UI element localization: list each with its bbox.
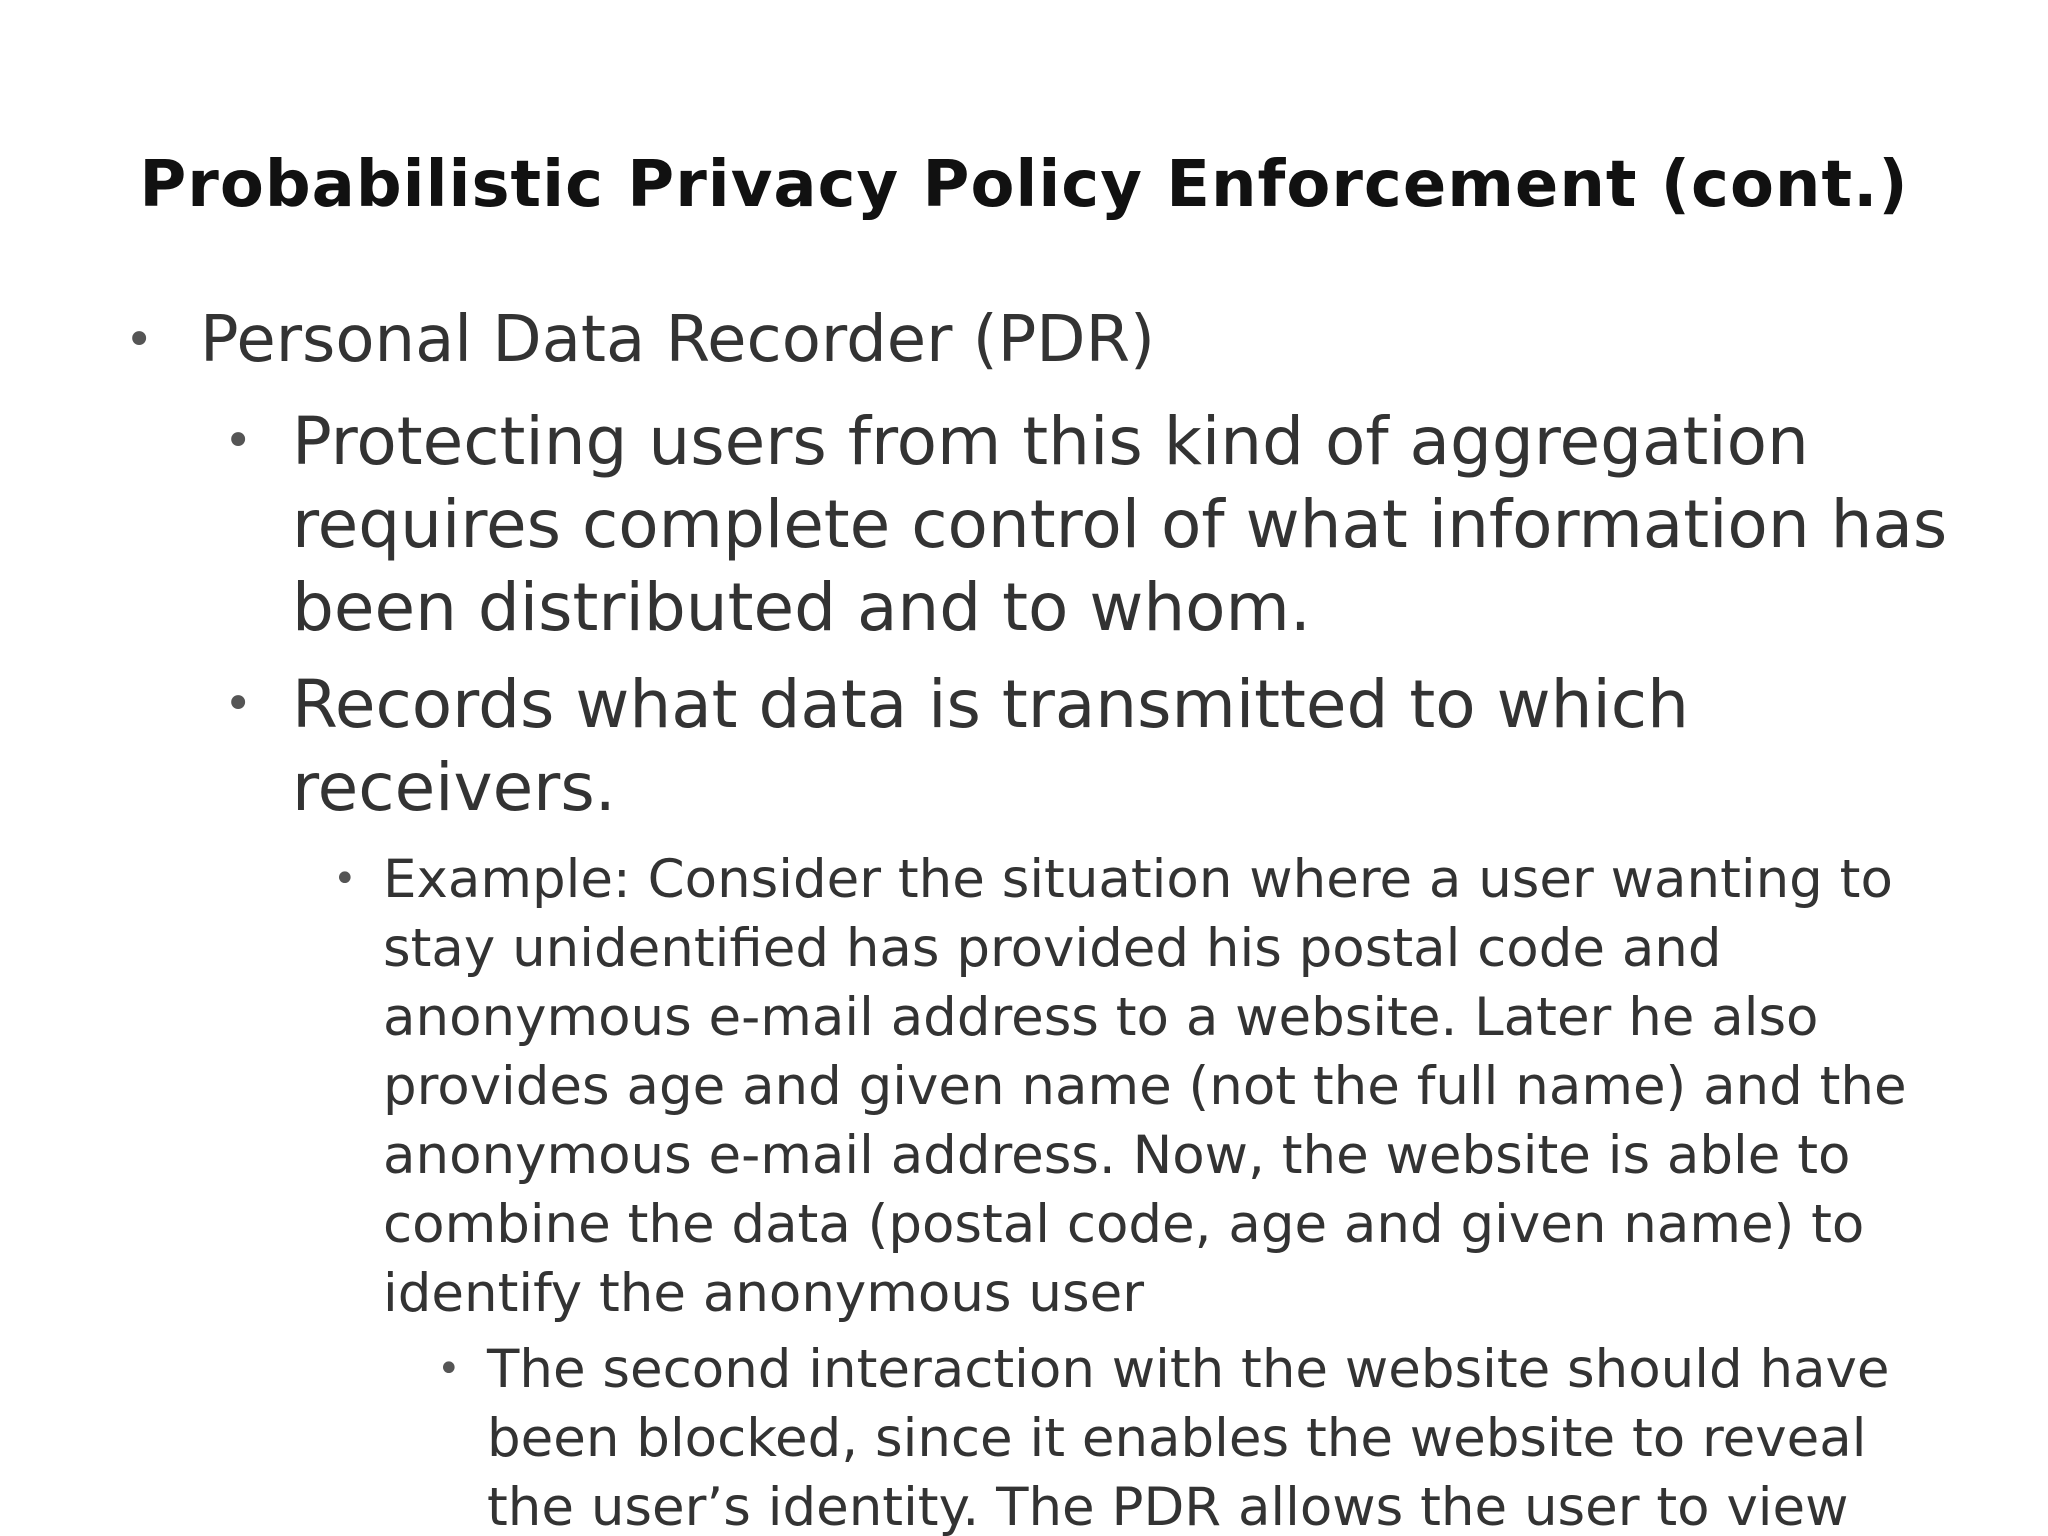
- text-line: anonymous e-mail address to a website. Later he also: [383, 987, 1819, 1048]
- bullet-icon: •: [333, 856, 357, 902]
- bullet-icon: •: [437, 1346, 461, 1392]
- text-line: Example: Consider the situation where a user wanting to: [383, 849, 1893, 910]
- text-line: stay unidentified has provided his postal code and: [383, 918, 1722, 979]
- bullet-item-second-interaction: [437, 1335, 1890, 1536]
- text-line: The second interaction with the website should have: [487, 1339, 1890, 1400]
- slide-title: Probabilistic Privacy Policy Enforcement (cont.): [139, 148, 1909, 222]
- text-line: receivers.: [292, 749, 616, 826]
- bullet-icon: •: [224, 676, 253, 732]
- bullet-item-records-data: [224, 663, 1689, 829]
- text-line: requires complete control of what information has: [292, 486, 1948, 563]
- text-line: Personal Data Recorder (PDR): [200, 303, 1155, 377]
- text-line: identify the anonymous user: [383, 1263, 1144, 1324]
- text-line: anonymous e-mail address. Now, the website is able to: [383, 1125, 1851, 1186]
- text-line: provides age and given name (not the full name) and the: [383, 1056, 1907, 1117]
- bullet-icon: •: [224, 413, 253, 469]
- bullet-item-pdr: [125, 300, 1155, 380]
- bullet-text: [200, 300, 1155, 380]
- bullet-item-example: [333, 845, 1907, 1328]
- bullet-text: [487, 1335, 1890, 1536]
- text-line: Records what data is transmitted to which: [292, 666, 1689, 743]
- text-line: been blocked, since it enables the website to reveal: [487, 1408, 1867, 1469]
- bullet-text: [292, 400, 1947, 649]
- text-line: combine the data (postal code, age and given name) to: [383, 1194, 1865, 1255]
- bullet-text: [383, 845, 1907, 1328]
- text-line: Protecting users from this kind of aggregation: [292, 403, 1809, 480]
- bullet-item-protecting-users: [224, 400, 1948, 649]
- bullet-icon: •: [125, 312, 154, 368]
- text-line: the user’s identity. The PDR allows the user to view: [487, 1477, 1849, 1536]
- bullet-text: [292, 663, 1689, 829]
- text-line: been distributed and to whom.: [292, 569, 1311, 646]
